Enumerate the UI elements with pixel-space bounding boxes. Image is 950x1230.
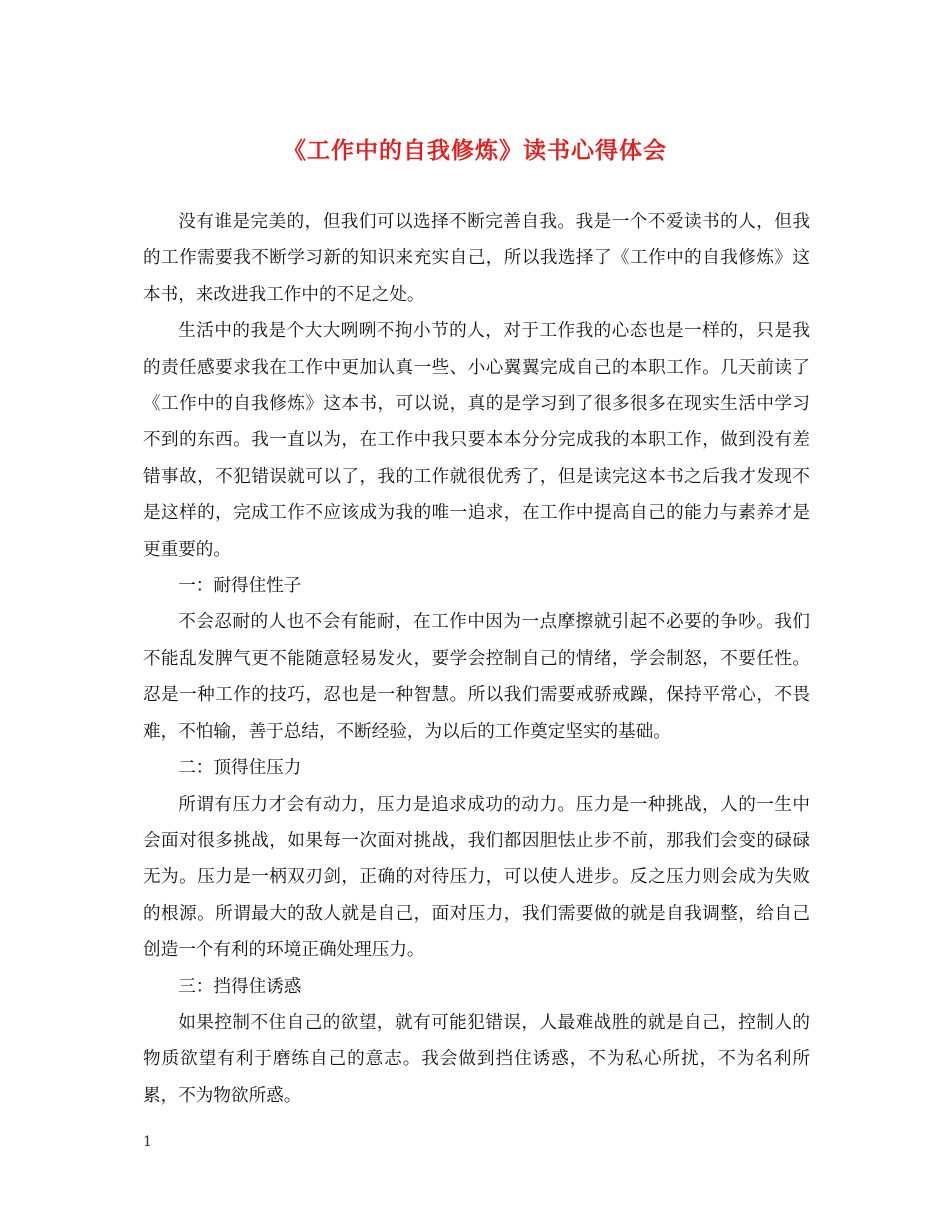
section-text-pressure: 所谓有压力才会有动力，压力是追求成功的动力。压力是一种挑战，人的一生中会面对很多挑战，如果每一次面对挑战，我们都因胆怯止步不前，那我们会变的碌碌无为。压力是一柄双刃剑，正确的对待压力，可以使人进步。反之压力则会成为失败的根源。所谓最大的敌人就是自己，面对压力，我们需要做的就是自我调整，给自己创造一个有利的环境正确处理压力。 — [143, 794, 810, 961]
document-title: 《工作中的自我修炼》读书心得体会 — [283, 137, 667, 164]
section-heading-pressure: 二：顶得住压力 — [178, 758, 302, 779]
section-heading-temptation: 三：挡得住诱惑 — [178, 976, 302, 997]
paragraph-intro: 没有谁是完美的，但我们可以选择不断完善自我。我是一个不爱读书的人，但我的工作需要我不断学习新的知识来充实自己，所以我选择了《工作中的自我修炼》这本书，来改进我工作中的不足之处。 — [143, 212, 810, 305]
section-text-temptation: 如果控制不住自己的欲望，就有可能犯错误，人最难战胜的就是自己，控制人的物质欲望有利于磨练自己的意志。我会做到挡住诱惑，不为私心所扰，不为名利所累，不为物欲所惑。 — [143, 1012, 810, 1106]
page-number: 1 — [143, 1134, 152, 1150]
section-text-patience: 不会忍耐的人也不会有能耐，在工作中因为一点摩擦就引起不必要的争吵。我们不能乱发脾气更不能随意轻易发火，要学会控制自己的情绪，学会制怒，不要任性。忍是一种工作的技巧，忍也是一种智慧。所以我们需要戒骄戒躁，保持平常心，不畏难，不怕输，善于总结，不断经验，为以后的工作奠定坚实的基础。 — [143, 612, 810, 742]
section-heading-patience: 一：耐得住性子 — [178, 576, 302, 597]
paragraph-reflection: 生活中的我是个大大咧咧不拘小节的人，对于工作我的心态也是一样的，只是我的责任感要求我在工作中更加认真一些、小心翼翼完成自己的本职工作。几天前读了《工作中的自我修炼》这本书，可以说，真的是学习到了很多很多在现实生活中学习不到的东西。我一直以为，在工作中我只要本本分分完成我的本职工作，做到没有差错事故，不犯错误就可以了，我的工作就很优秀了，但是读完这本书之后我才发现不是这样的，完成工作不应该成为我的唯一追求，在工作中提高自己的能力与素养才是更重要的。 — [143, 321, 810, 560]
document-body — [143, 204, 810, 1114]
